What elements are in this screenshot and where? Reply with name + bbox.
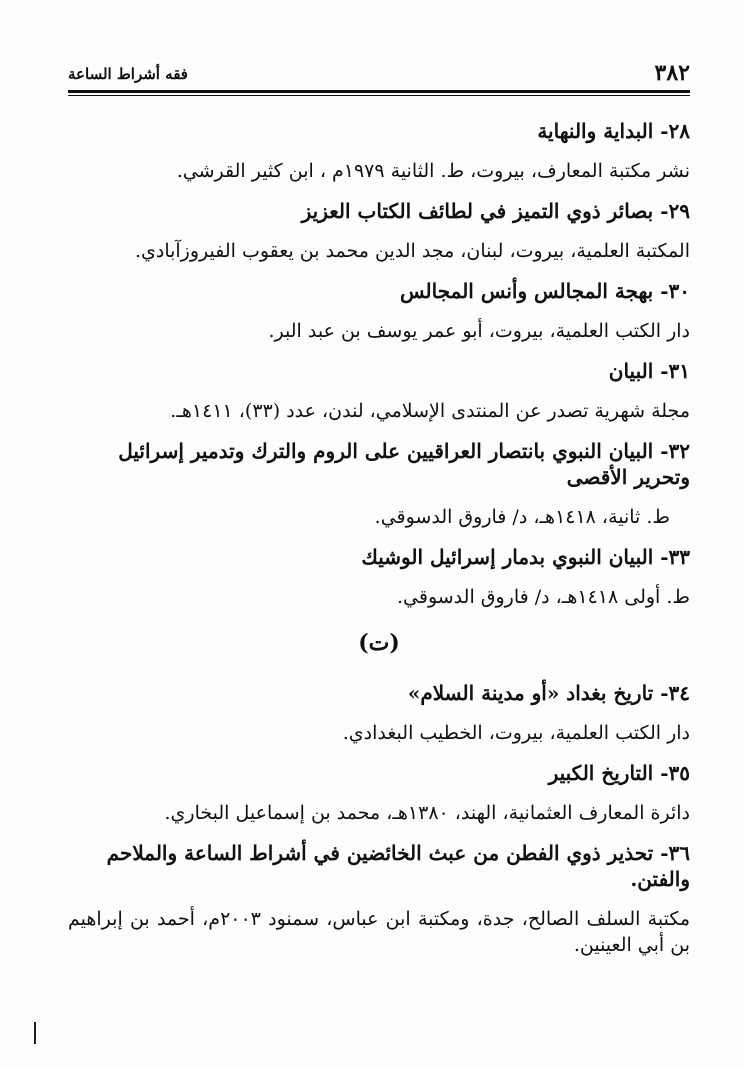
entry-heading: ٣٦- تحذير ذوي الفطن من عبث الخائضين في أشراط الساعة والملاحم والفتن.	[106, 841, 690, 891]
bibliography-entry	[68, 754, 690, 834]
entry-details: دائرة المعارف العثمانية، الهند، ١٣٨٠هـ، محمد بن إسماعيل البخاري.	[164, 802, 690, 824]
running-title: فقه أشراط الساعة	[68, 65, 188, 83]
entry-details: ط. ثانية، ١٤١٨هـ، د/ فاروق الدسوقي.	[374, 506, 670, 528]
entry-heading: ٣٢- البيان النبوي بانتصار العراقيين على الروم والترك وتدمير إسرائيل وتحرير الأقصى	[118, 439, 690, 489]
bibliography-entry	[68, 352, 690, 432]
bibliography-entry	[68, 674, 690, 754]
bibliography-entry	[68, 272, 690, 352]
entry-heading: ٢٩- بصائر ذوي التميز في لطائف الكتاب العزيز	[301, 199, 690, 223]
bibliography-entry	[68, 538, 690, 618]
entry-details: ط. أولى ١٤١٨هـ، د/ فاروق الدسوقي.	[396, 586, 690, 608]
entry-heading: ٣١- البيان	[608, 359, 690, 383]
entry-heading: ٣٤- تاريخ بغداد «أو مدينة السلام»	[407, 681, 690, 705]
entry-details: مكتبة السلف الصالح، جدة، ومكتبة ابن عباس، سمنود ٢٠٠٣م، أحمد بن إبراهيم بن أبي العينين.	[68, 908, 690, 956]
bibliography-entry	[68, 112, 690, 192]
entry-heading: ٣٣- البيان النبوي بدمار إسرائيل الوشيك	[361, 545, 690, 569]
entry-heading: ٣٠- بهجة المجالس وأنس المجالس	[400, 279, 690, 303]
margin-mark	[34, 1022, 36, 1044]
page-number: ٣٨٢	[654, 60, 690, 86]
bibliography-entry	[68, 432, 690, 538]
bibliography-entry	[68, 192, 690, 272]
bibliography-entry	[68, 834, 690, 966]
bibliography-list	[68, 112, 690, 966]
header-rule-thin	[68, 95, 690, 96]
entry-details: المكتبة العلمية، بيروت، لبنان، مجد الدين محمد بن يعقوب الفيروزآبادي.	[134, 240, 690, 262]
entry-details: دار الكتب العلمية، بيروت، أبو عمر يوسف بن عبد البر.	[268, 320, 690, 342]
section-letter: (ت)	[358, 630, 400, 656]
entry-details: نشر مكتبة المعارف، بيروت، ط. الثانية ١٩٧٩م ، ابن كثير القرشي.	[176, 160, 690, 182]
entry-details: مجلة شهرية تصدر عن المنتدى الإسلامي، لندن، عدد (٣٣)، ١٤١١هـ.	[170, 400, 690, 422]
entry-heading: ٢٨- البداية والنهاية	[537, 119, 690, 143]
entry-details: دار الكتب العلمية، بيروت، الخطيب البغدادي.	[342, 722, 690, 744]
page-header	[68, 58, 690, 90]
entry-heading: ٣٥- التاريخ الكبير	[548, 761, 690, 785]
header-rule	[68, 90, 690, 93]
